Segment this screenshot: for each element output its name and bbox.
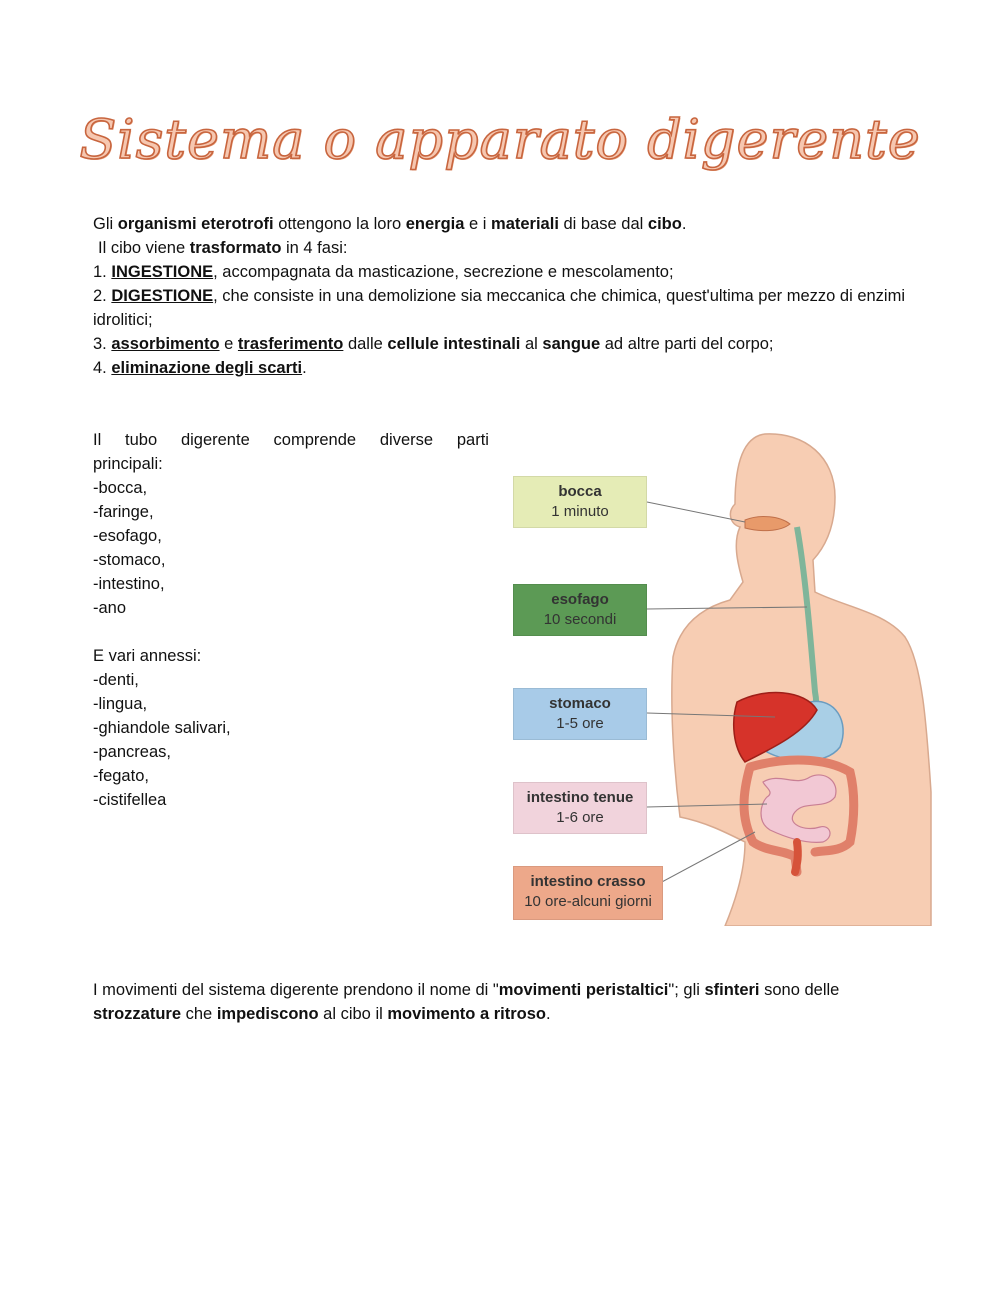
list-item: -ano [93,599,127,617]
list-item: -intestino, [93,575,165,593]
phase-3: 3. assorbimento e trasferimento dalle cellule intestinali al sangue ad altre parti del corpo; [93,335,774,353]
list-item: -faringe, [93,503,154,521]
tube-and-annexes [93,428,489,812]
tube-heading: Il tubo digerente comprende diverse parti [93,431,489,449]
list-item: -lingua, [93,695,148,713]
list-item: -ghiandole salivari, [93,719,231,737]
digestive-system-figure [505,432,935,926]
list-item: -denti, [93,671,139,689]
list-item: -esofago, [93,527,162,545]
intro-line-1: Gli organismi eterotrofi ottengono la loro energia e i materiali di base dal cibo. [93,215,687,233]
list-item: -pancreas, [93,743,171,761]
phase-1: 1. INGESTIONE, accompagnata da masticazione, secrezione e mescolamento; [93,263,674,281]
list-item: -fegato, [93,767,149,785]
label-intestino-crasso: intestino crasso 10 ore-alcuni giorni [513,866,663,920]
intro-text [93,212,913,380]
intro-line-2: Il cibo viene trasformato in 4 fasi: [98,239,348,257]
footer-paragraph: I movimenti del sistema digerente prendono il nome di "movimenti peristaltici"; gli sfinteri sono delle strozzature che impediscono al cibo il movimento a ritroso. [93,981,840,1023]
label-bocca: bocca 1 minuto [513,476,647,528]
annexes-heading: E vari annessi: [93,647,202,665]
label-intestino-tenue: intestino tenue 1-6 ore [513,782,647,834]
list-item: -bocca, [93,479,148,497]
label-esofago: esofago 10 secondi [513,584,647,636]
list-item: -cistifellea [93,791,167,809]
list-item: -stomaco, [93,551,166,569]
footer-text [93,978,913,1026]
label-stomaco: stomaco 1-5 ore [513,688,647,740]
tube-heading-end: principali: [93,455,163,473]
phase-4: 4. eliminazione degli scarti. [93,359,307,377]
page-title: Sistema o apparato digerente [79,108,921,171]
rectum-shape [795,842,798,872]
phase-2: 2. DIGESTIONE, che consiste in una demolizione sia meccanica che chimica, quest'ultima per mezzo di enzimi idrolitici; [93,287,906,329]
